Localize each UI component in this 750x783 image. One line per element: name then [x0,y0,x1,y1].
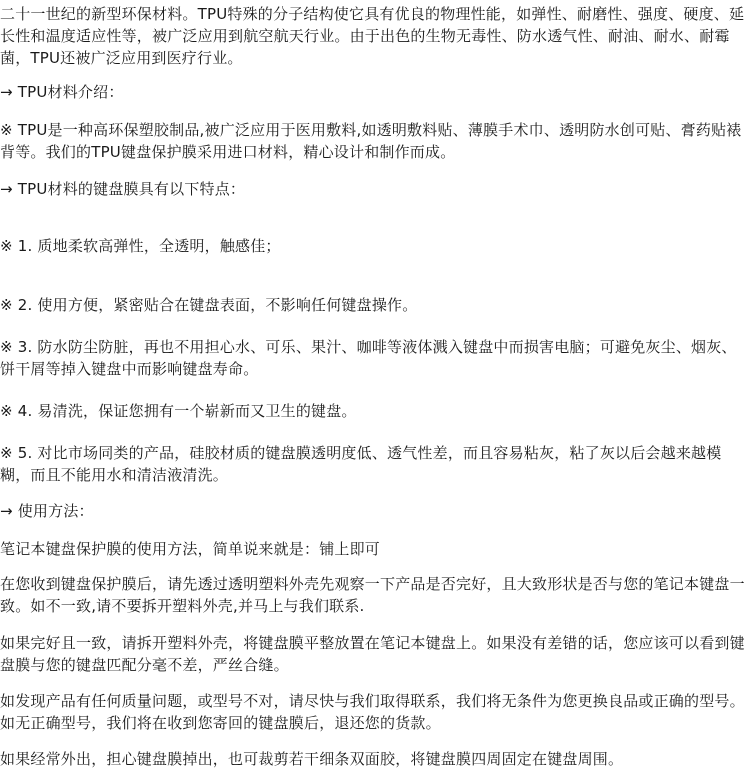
usage-summary: 笔记本键盘保护膜的使用方法，简单说来就是：铺上即可 [0,540,381,558]
usage-step-2: 如果完好且一致，请拆开塑料外壳，将键盘膜平整放置在笔记本键盘上。如果没有差错的话，您应该可以看到键盘膜与您的键盘匹配分毫不差，严丝合缝。 [0,634,745,674]
usage-step-1: 在您收到键盘保护膜后，请先透过透明塑料外壳先观察一下产品是否完好，且大致形状是否与您的笔记本键盘一致。如不一致,请不要拆开塑料外壳,并马上与我们联系. [0,575,745,615]
features-heading: → TPU材料的键盘膜具有以下特点： [0,180,246,198]
usage-heading: → 使用方法： [0,502,94,520]
intro-paragraph: 二十一世纪的新型环保材料。TPU特殊的分子结构使它具有优良的物理性能，如弹性、耐磨性、强度、硬度、延长性和温度适应性等，被广泛应用到航空航天行业。由于出色的生物无毒性、防水透气性、耐油、耐水、耐霉菌，TPU还被广泛应用到医疗行业。 [0,5,745,67]
usage-step-4: 如果经常外出，担心键盘膜掉出，也可裁剪若干细条双面胶，将键盘膜四周固定在键盘周围。 [0,750,624,768]
tpu-description-paragraph: ※ TPU是一种高环保塑胶制品,被广泛应用于医用敷料,如透明敷料贴、薄膜手术巾、透明防水创可贴、膏药贴裱背等。我们的TPU键盘保护膜采用进口材料，精心设计和制作而成。 [0,121,742,161]
feature-item-5: ※ 5. 对比市场同类的产品，硅胶材质的键盘膜透明度低、透气性差，而且容易粘灰，粘了灰以后会越来越模糊，而且不能用水和清洁液清洗。 [0,444,722,484]
feature-item-2: ※ 2. 使用方便，紧密贴合在键盘表面，不影响任何键盘操作。 [0,296,418,314]
feature-item-4: ※ 4. 易清洗，保证您拥有一个崭新而又卫生的键盘。 [0,402,357,420]
usage-step-3: 如发现产品有任何质量问题，或型号不对，请尽快与我们取得联系，我们将无条件为您更换良品或正确的型号。如无正确型号，我们将在收到您寄回的键盘膜后，退还您的货款。 [0,692,745,732]
tpu-intro-heading: → TPU材料介绍： [0,83,124,101]
feature-item-1: ※ 1. 质地柔软高弹性，全透明，触感佳； [0,237,281,255]
feature-item-3: ※ 3. 防水防尘防脏，再也不用担心水、可乐、果汁、咖啡等液体溅入键盘中而损害电脑；可避免灰尘、烟灰、饼干屑等掉入键盘中而影响键盘寿命。 [0,338,737,378]
